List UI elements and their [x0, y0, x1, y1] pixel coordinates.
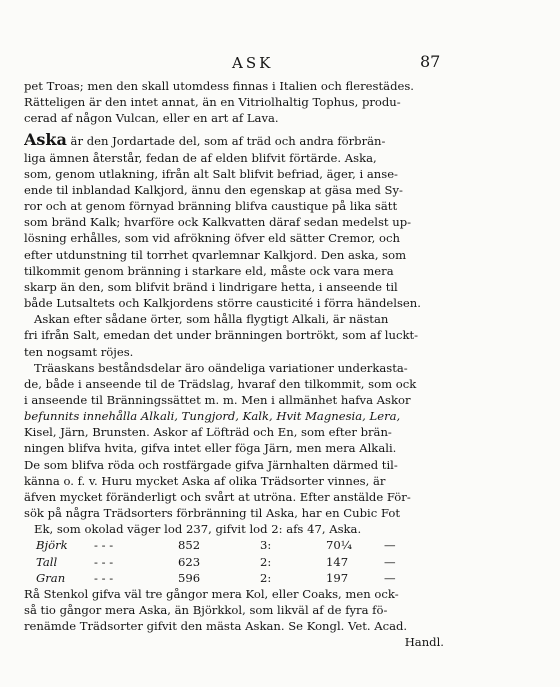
page-number: 87	[420, 52, 441, 71]
lod-value: 3:	[260, 538, 272, 553]
text-line: ende til inblandad Kalkjord, ännu den egenskap at gäsa med Sy-	[24, 182, 403, 197]
text-line: som, genom utlakning, ifrån alt Salt blifvit befriad, äger, i anse-	[24, 166, 398, 181]
text-line: liga ämnen återstår, fedan de af elden blifvit förtärde. Aska,	[24, 150, 377, 165]
table-row	[24, 570, 444, 586]
lod-value: 2:	[260, 554, 272, 569]
text-line: Rå Stenkol gifva väl tre gångor mera Kol, eller Coaks, men ock-	[24, 586, 399, 601]
text-line: cerad af någon Vulcan, eller en art af Lava.	[24, 111, 279, 126]
paragraph-first-line	[24, 132, 444, 149]
text-line: skarp än den, som blifvit bränd i lindrigare hetta, i anseende til	[24, 279, 398, 294]
text-line: De som blifva röda och rostfärgade gifva Järnhalten därmed til-	[24, 457, 398, 472]
lod-value: 2:	[260, 570, 272, 585]
text-line: så tio gångor mera Aska, än Björkkol, som likväl af de fyra fö-	[24, 603, 388, 617]
text-line: renämde Trädsorter gifvit den mästa Askan. Se Kongl. Vet. Acad.	[24, 619, 408, 634]
tree-name: Björk	[36, 538, 68, 553]
running-head: ASK	[232, 54, 274, 72]
text-line: ror och at genom förnyad bränning blifva caustique på lika sätt	[24, 199, 398, 214]
text-line: som bränd Kalk; hvarföre ock Kalkvatten däraf sedan medelst up-	[24, 215, 412, 230]
table-row	[24, 554, 444, 570]
text-line: både Lutsaltets och Kalkjordens större causticité i förra händelsen.	[24, 296, 421, 311]
tree-name: Gran	[36, 570, 66, 585]
text-line: efter utdunstning til torrhet qvarlemnar Kalkjord. Den aska, som	[24, 247, 407, 262]
lead-word: Aska	[24, 132, 67, 150]
text-line: befunnits innehålla Alkali, Tungjord, Kalk, Hvit Magnesia, Lera,	[24, 409, 401, 424]
ditto-mark: —	[384, 554, 396, 569]
text-line: Askan efter sådane örter, som hålla flygtigt Alkali, är nästan	[34, 312, 389, 327]
text-line: sök på några Trädsorters förbränning til Aska, har en Cubic Fot	[24, 506, 400, 521]
weight-value: 623	[178, 554, 201, 569]
text-line: äfven mycket föränderligt och svårt at utröna. Efter anstälde För-	[24, 489, 411, 504]
tree-name: Tall	[36, 554, 58, 569]
leader-dashes: - - -	[94, 554, 114, 569]
table-header: Ek, som okolad väger lod 237, gifvit lod 2: afs 47, Aska.	[34, 522, 362, 537]
catchword: Handl.	[404, 635, 444, 650]
weight-value: 852	[178, 538, 201, 553]
text-line: Rätteligen är den intet annat, än en Vitriolhaltig Tophus, produ-	[24, 95, 401, 110]
text-line: pet Troas; men den skall utomdess finnas i Italien och flerestädes.	[24, 79, 414, 93]
weight-value: 596	[178, 570, 201, 585]
afs-value: 147	[326, 554, 349, 569]
leader-dashes: - - -	[94, 570, 114, 585]
text-line: ningen blifva hvita, gifva intet eller föga Järn, men mera Alkali.	[24, 441, 397, 456]
afs-value: 197	[326, 570, 349, 585]
text-line: Kisel, Järn, Brunsten. Askor af Löfträd och En, som efter brän-	[24, 425, 392, 440]
text-line: tilkommit genom bränning i starkare eld, måste ock vara mera	[24, 263, 394, 278]
text-line: lösning erhålles, som vid afrökning öfver eld sätter Cremor, och	[24, 231, 400, 246]
text-line: fri ifrån Salt, emedan det under bränningen bortrökt, som af luckt-	[24, 328, 419, 343]
table-row	[24, 537, 444, 553]
text-line: Träaskans beståndsdelar äro oändeliga variationer underkasta-	[34, 360, 408, 375]
text-line: ten nogsamt röjes.	[24, 344, 134, 359]
text-line: i anseende til Bränningssättet m. m. Men i allmänhet hafva Askor	[24, 392, 411, 407]
text-fragment: är den Jordartade del, som af träd och andra förbrän-	[66, 134, 386, 149]
leader-dashes: - - -	[94, 538, 114, 553]
body-text	[24, 78, 444, 650]
afs-value: 70¼	[326, 538, 352, 553]
ditto-mark: —	[384, 570, 396, 585]
text-line: känna o. f. v. Huru mycket Aska af olika Trädsorter vinnes, är	[24, 473, 386, 488]
text-line: de, både i anseende til de Trädslag, hvaraf den tilkommit, som ock	[24, 376, 417, 391]
ditto-mark: —	[384, 538, 396, 553]
